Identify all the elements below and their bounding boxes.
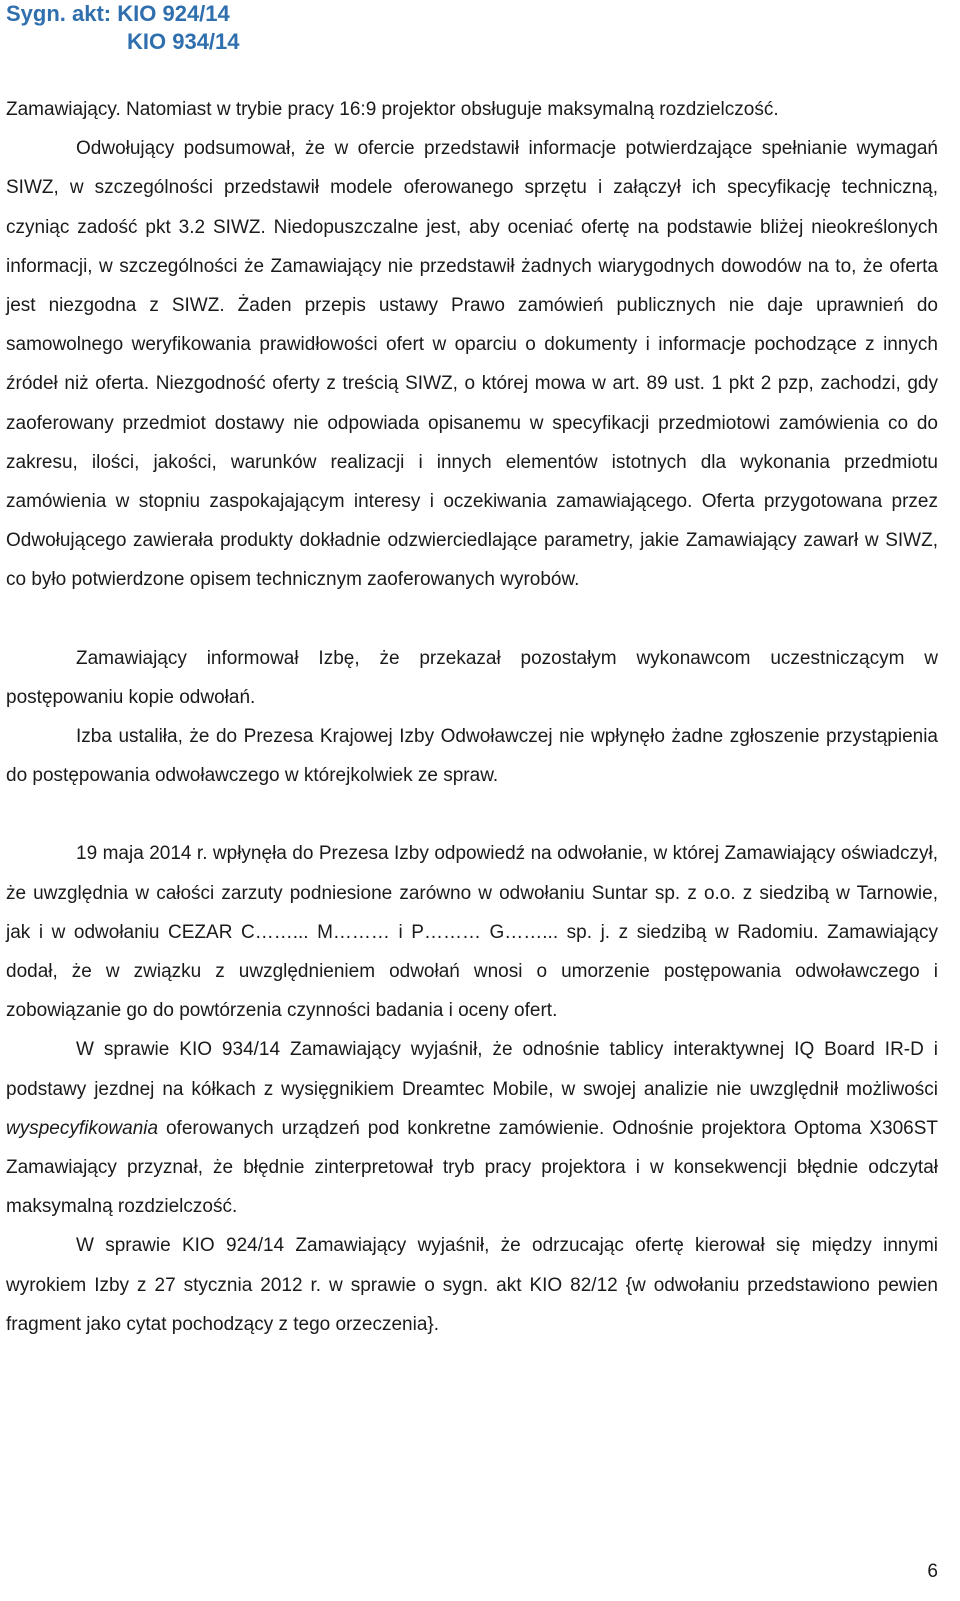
paragraph-1: Zamawiający. Natomiast w trybie pracy 16:9 projektor obsługuje maksymalną rozdzielczość.: [6, 99, 779, 120]
case-signature-line-1: Sygn. akt: KIO 924/14: [6, 1, 230, 26]
paragraph-6-italic: wyspecyfikowania: [6, 1117, 159, 1139]
case-signature-line-2: KIO 934/14: [127, 29, 240, 54]
document-body: [6, 90, 938, 1344]
paragraph-3: Zamawiający informował Izbę, że przekazał pozostałym wykonawcom uczestniczącym w postępowaniu kopie odwołań.: [6, 647, 938, 708]
paragraph-6-end: oferowanych urządzeń pod konkretne zamówienie. Odnośnie projektora Optoma X306ST Zamawiający przyznał, że błędnie zinterpretował tryb pracy projektora i w konsekwencji błędnie odczytał maksymalną rozdzielczość.: [6, 1117, 938, 1218]
paragraph-7: W sprawie KIO 924/14 Zamawiający wyjaśnił, że odrzucając ofertę kierował się między innymi wyrokiem Izby z 27 stycznia 2012 r. w sprawie o sygn. akt KIO 82/12 {w odwołaniu przedstawiono pewien fragment jako cytat pochodzący z tego orzeczenia}.: [6, 1235, 938, 1335]
paragraph-6-start: W sprawie KIO 934/14 Zamawiający wyjaśnił, że odnośnie tablicy interaktywnej IQ Board IR-D i podstawy jezdnej na kółkach z wysięgnikiem Dreamtec Mobile, w swojej analizie nie uwzględnił możliwości: [6, 1039, 938, 1100]
paragraph-5: 19 maja 2014 r. wpłynęła do Prezesa Izby odpowiedź na odwołanie, w której Zamawiający oświadczył, że uwzględnia w całości zarzuty podniesione zarówno w odwołaniu Suntar sp. z o.o. z siedzibą w Tarnowie, jak i w odwołaniu CEZAR C……... M……… i P……… G……... sp. j. z siedzibą w Radomiu. Zamawiający dodał, że w związku z uwzględnieniem odwołań wnosi o umorzenie postępowania odwoławczego i zobowiązanie go do powtórzenia czynności badania i oceny ofert.: [6, 843, 938, 1022]
paragraph-6: [6, 1030, 938, 1226]
case-signature-header: [6, 0, 240, 56]
paragraph-4: Izba ustaliła, że do Prezesa Krajowej Izby Odwoławczej nie wpłynęło żadne zgłoszenie przystąpienia do postępowania odwoławczego w którejkolwiek ze spraw.: [6, 726, 938, 787]
paragraph-2: Odwołujący podsumował, że w ofercie przedstawił informacje potwierdzające spełnianie wymagań SIWZ, w szczególności przedstawił modele oferowanego sprzętu i załączył ich specyfikację techniczną, czyniąc zadość pkt 3.2 SIWZ. Niedopuszczalne jest, aby oceniać ofertę na podstawie bliżej nieokreślonych informacji, w szczególności że Zamawiający nie przedstawił żadnych wiarygodnych dowodów na to, że oferta jest niezgodna z SIWZ. Żaden przepis ustawy Prawo zamówień publicznych nie daje uprawnień do samowolnego weryfikowania prawidłowości ofert w oparciu o dokumenty i informacje pochodzące z innych źródeł niż oferta. Niezgodność oferty z treścią SIWZ, o której mowa w art. 89 ust. 1 pkt 2 pzp, zachodzi, gdy zaoferowany przedmiot dostawy nie odpowiada opisanemu w specyfikacji przedmiotowi zamówienia co do zakresu, ilości, jakości, warunków realizacji i innych elementów istotnych dla wykonania przedmiotu zamówienia w stopniu zaspokajającym interesy i oczekiwania zamawiającego. Oferta przygotowana przez Odwołującego zawierała produkty dokładnie odzwierciedlające parametry, jakie Zamawiający zawarł w SIWZ, co było potwierdzone opisem technicznym zaoferowanych wyrobów.: [6, 138, 938, 591]
page-number: 6: [927, 1561, 938, 1582]
